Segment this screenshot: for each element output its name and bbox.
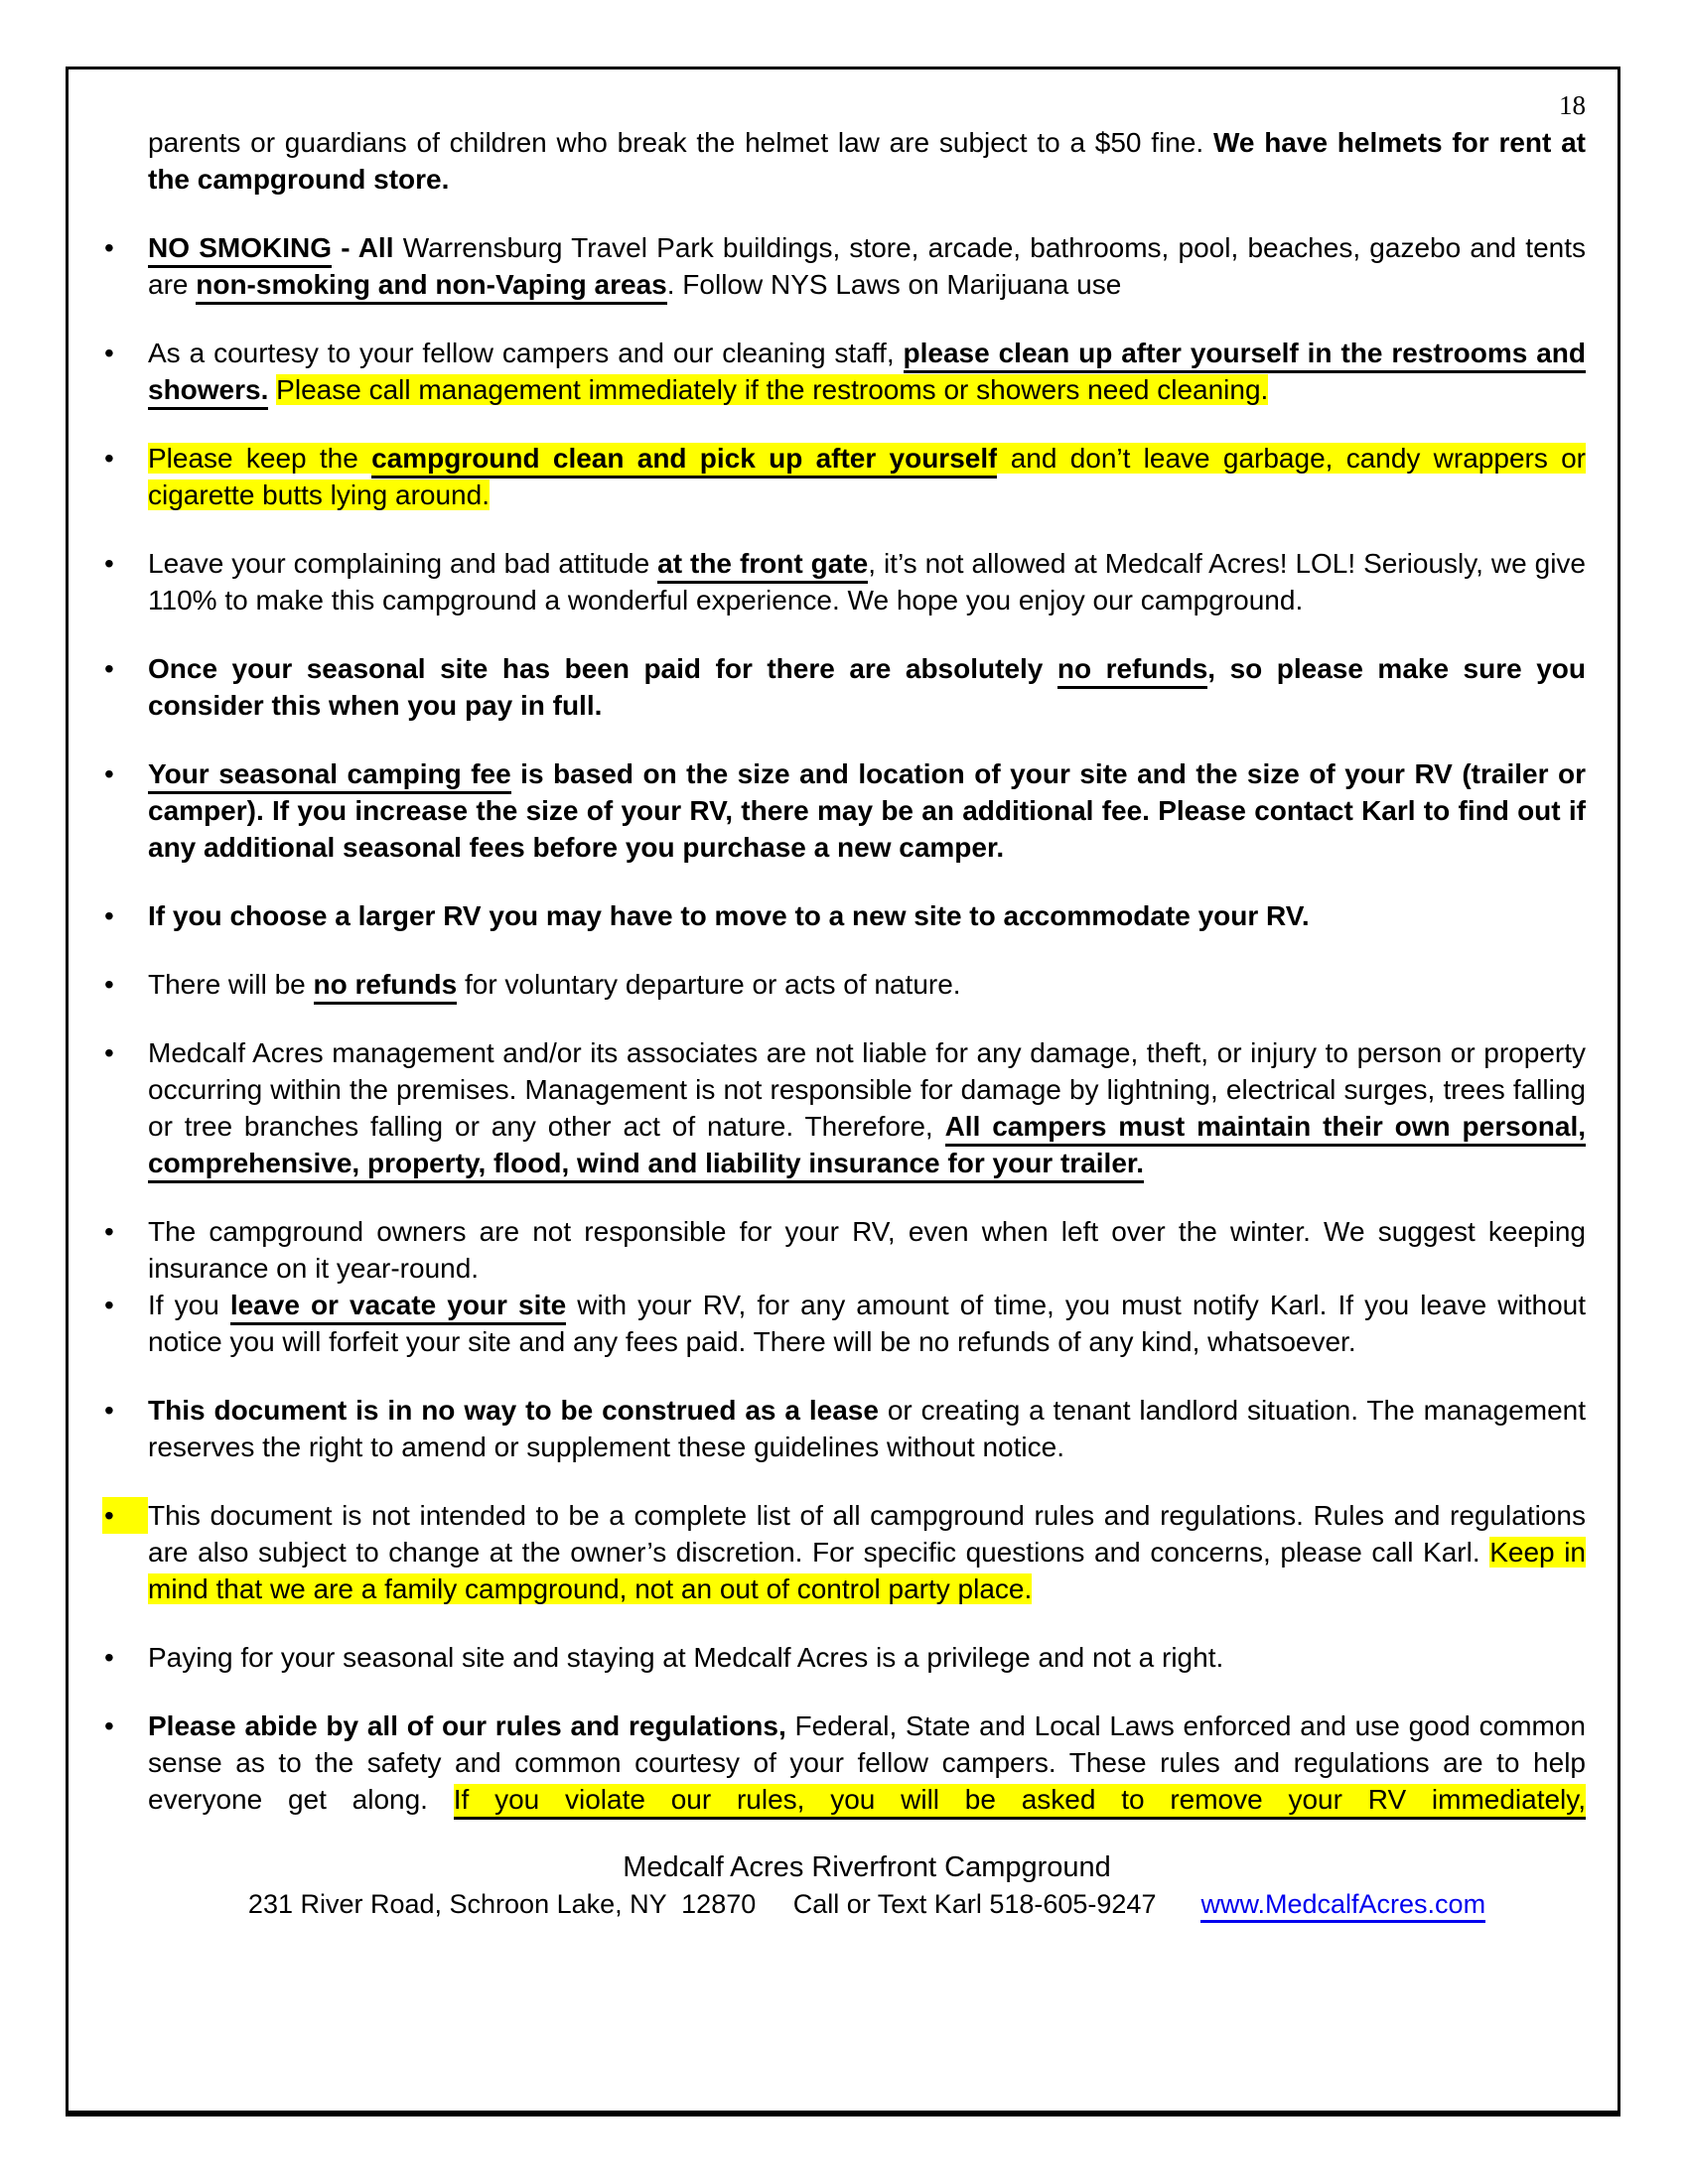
bullet-marker: • bbox=[104, 1395, 114, 1426]
text-run: please clean up after yourself in the restrooms and showers. bbox=[148, 338, 1586, 410]
bullet-marker: • bbox=[104, 969, 114, 1000]
text-run: or creating a tenant landlord situation. The management reserves the right to amend or supplement these guidelines without notice. bbox=[148, 1395, 1586, 1462]
bullet-item bbox=[104, 1392, 1586, 1465]
bullet-marker: • bbox=[104, 758, 114, 789]
text-run: - All bbox=[332, 232, 403, 263]
bullet-item bbox=[104, 1707, 1587, 1818]
bullet-marker: • bbox=[104, 1290, 114, 1320]
bullet-marker: • bbox=[104, 1710, 114, 1741]
text-run: This document is in no way to be construed as a lease bbox=[148, 1395, 879, 1426]
bullet-item bbox=[104, 545, 1587, 618]
bullet-marker: • bbox=[104, 653, 114, 684]
website-link[interactable]: www.MedcalfAcres.com bbox=[1200, 1889, 1485, 1923]
bullet-item bbox=[104, 1213, 1586, 1287]
bullet-marker: • bbox=[104, 548, 114, 579]
text-run bbox=[268, 374, 276, 405]
bullet-marker: • bbox=[104, 900, 114, 931]
footer bbox=[148, 1849, 1586, 1923]
text-run: . Follow NYS Laws on Marijuana use bbox=[666, 269, 1122, 300]
bullet-item bbox=[104, 1497, 1586, 1607]
text-run: for voluntary departure or acts of nature. bbox=[457, 969, 961, 1000]
text-run: There will be bbox=[148, 969, 314, 1000]
document-body bbox=[104, 124, 1587, 1818]
text-run: Medcalf Acres management and/or its associates are not liable for any damage, theft, or injury to person or property occurring within the premises. Management is not responsible for damage by lightning, electrical surges, trees falling or tree branches falling or any other act of nature. Therefore, bbox=[148, 1037, 1586, 1142]
text-run: , it’s not allowed at Medcalf Acres! LOL! Seriously, we give 110% to make this campground a wonderful experience. We hope you enjoy our campground. bbox=[148, 548, 1587, 615]
text-run: is based on the size and location of your site and the size of your RV (trailer or camper). If you increase the size of your RV, there may be an additional fee. Please contact Karl to find out if any additional seasonal fees before you purchase a new camper. bbox=[148, 758, 1586, 863]
bullet-item bbox=[104, 897, 1586, 934]
bullet-item bbox=[104, 966, 1586, 1003]
text-run: The campground owners are not responsible for your RV, even when left over the winter. We suggest keeping insurance on it year-round. bbox=[148, 1216, 1586, 1284]
bullet-item bbox=[104, 755, 1586, 866]
text-run: leave or vacate your site bbox=[230, 1290, 566, 1325]
text-run: Please keep the bbox=[148, 443, 372, 474]
text-run: no refunds bbox=[1057, 653, 1207, 689]
text-run: We have helmets for rent at the campground store. bbox=[148, 127, 1586, 195]
bullet-item bbox=[104, 229, 1587, 303]
bullet-marker: • bbox=[104, 232, 114, 263]
text-run: Paying for your seasonal site and staying at Medcalf Acres is a privilege and not a right. bbox=[148, 1642, 1224, 1673]
page-number: 18 bbox=[1559, 90, 1586, 120]
bullet-marker: • bbox=[104, 1216, 114, 1247]
paragraph bbox=[148, 124, 1586, 198]
text-run: If you choose a larger RV you may have to move to a new site to accommodate your RV. bbox=[148, 900, 1310, 931]
bullet-marker: • bbox=[102, 1497, 148, 1534]
text-run: NO SMOKING bbox=[148, 232, 332, 268]
text-run: , so please make sure you consider this when you pay in full. bbox=[148, 653, 1586, 721]
text-run: Your seasonal camping fee bbox=[148, 758, 511, 794]
text-run: Please abide by all of our rules and regulations, bbox=[148, 1710, 786, 1741]
text-run: Keep in mind that we are a family campground, not an out of control party place. bbox=[148, 1537, 1586, 1604]
text-run: Once your seasonal site has been paid for there are absolutely bbox=[148, 653, 1057, 684]
page-frame bbox=[66, 67, 1620, 2116]
bullet-item bbox=[104, 1287, 1586, 1360]
text-run: All campers must maintain their own personal, comprehensive, property, flood, wind and liability insurance for your trailer. bbox=[148, 1111, 1586, 1183]
bullet-item bbox=[104, 440, 1586, 513]
text-run: and don’t leave garbage, candy wrappers or cigarette butts lying around. bbox=[148, 443, 1586, 510]
text-run: campground clean and pick up after yourself bbox=[371, 443, 997, 478]
bullet-marker: • bbox=[104, 1642, 114, 1673]
text-run: This document is not intended to be a complete list of all campground rules and regulations. Rules and regulations are also subject to change at the owner’s discretion. For specific questions and concerns, please call Karl. bbox=[148, 1500, 1586, 1568]
text-run: 231 River Road, Schroon Lake, NY 12870 Call or Text Karl 518-605-9247 bbox=[247, 1889, 1201, 1919]
text-run: If you violate our rules, you will be asked to remove your RV immediately, bbox=[454, 1784, 1586, 1820]
text-run: If you bbox=[148, 1290, 230, 1320]
bullet-marker: • bbox=[104, 443, 114, 474]
text-run: no refunds bbox=[314, 969, 458, 1005]
text-run: with your RV, for any amount of time, you must notify Karl. If you leave without notice you will forfeit your site and any fees paid. There will be no refunds of any kind, whatsoever. bbox=[148, 1290, 1586, 1357]
text-run: As a courtesy to your fellow campers and our cleaning staff, bbox=[148, 338, 904, 368]
text-run: Warrensburg Travel Park buildings, store, arcade, bathrooms, pool, beaches, gazebo and tents are bbox=[148, 232, 1587, 300]
bullet-item bbox=[104, 335, 1586, 408]
text-run: Leave your complaining and bad attitude bbox=[148, 548, 658, 579]
footer-address bbox=[148, 1886, 1586, 1923]
text-run: parents or guardians of children who break the helmet law are subject to a $50 fine. bbox=[148, 127, 1213, 158]
text-run: at the front gate bbox=[657, 548, 868, 584]
text-run: non-smoking and non-Vaping areas bbox=[196, 269, 667, 305]
bullet-item bbox=[104, 650, 1586, 724]
bullet-marker: • bbox=[104, 1037, 114, 1068]
bullet-marker: • bbox=[104, 338, 114, 368]
bullet-item bbox=[104, 1639, 1586, 1676]
text-run: Please call management immediately if the restrooms or showers need cleaning. bbox=[276, 374, 1269, 405]
bullet-item bbox=[104, 1034, 1586, 1181]
footer-title: Medcalf Acres Riverfront Campground bbox=[623, 1851, 1111, 1883]
text-run: Federal, State and Local Laws enforced and use good common sense as to the safety and common courtesy of your fellow campers. These rules and regulations are to help everyone get along. bbox=[148, 1710, 1587, 1815]
